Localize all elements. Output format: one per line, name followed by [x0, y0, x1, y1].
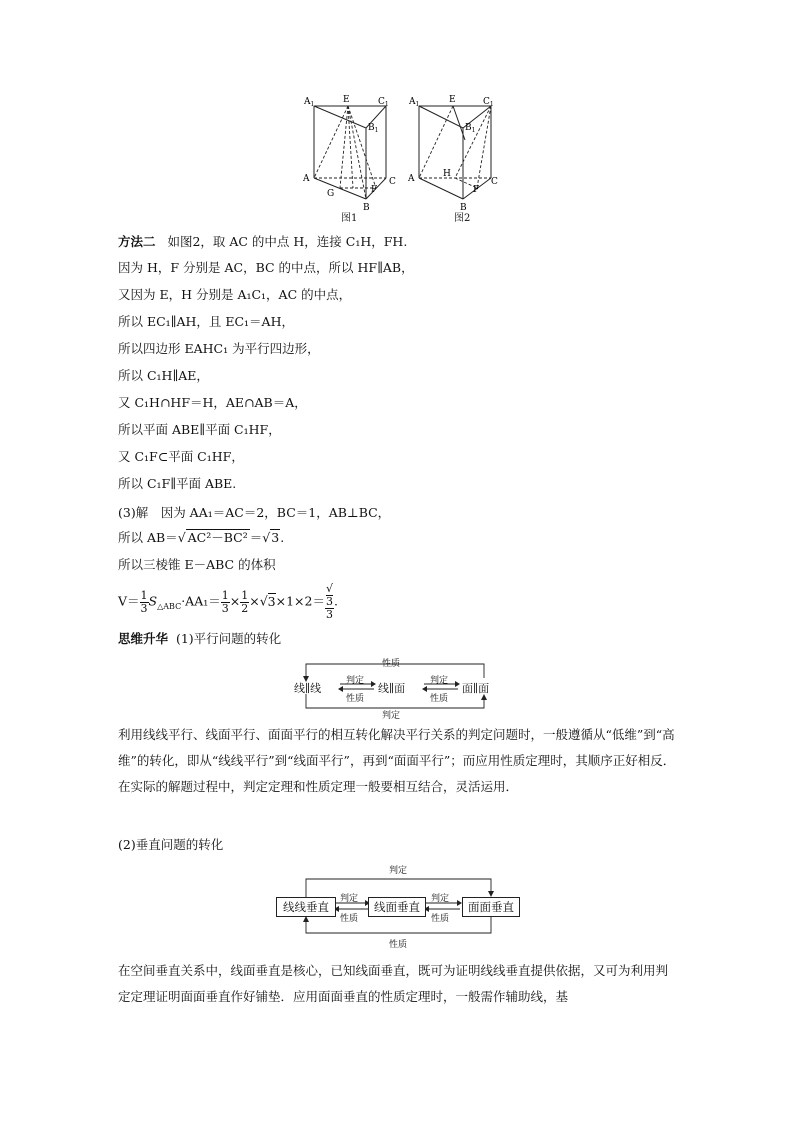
summary-paragraph-1: 利用线线平行、线面平行、面面平行的相互转化解决平行关系的判定问题时，一般遵循从“低维”到“高维”的转化，即从“线线平行”到“线面平行”，再到“面面平行”；而应用性质定理时，其顺序正好相反．在实际的解题过程中，判定定理和性质定理一般要相互结合，灵活运用．: [118, 727, 676, 794]
fig1-label-c: C: [389, 177, 396, 187]
fig2-label-h: H: [443, 169, 451, 179]
diag1-bottom-label: 判定: [382, 711, 401, 721]
diag2-node-2: 线面垂直: [368, 897, 426, 917]
summary-item2-title: (2)垂直问题的转化: [118, 837, 224, 852]
fig1-label-a: A: [303, 174, 310, 184]
part3-line-3: 所以三棱锥 E－ABC 的体积: [118, 557, 276, 572]
fig1-label-b: B: [363, 203, 370, 213]
fig1-label-e: E: [343, 95, 350, 105]
diag2-bottom-label: 性质: [389, 940, 408, 950]
diag2-node-3: 面面垂直: [462, 897, 520, 917]
method2-line-2: 又因为 E，H 分别是 A₁C₁，AC 的中点，: [118, 287, 352, 302]
fig1-label-a1: $A_1$: [304, 97, 315, 108]
figure-1-caption: 图1: [341, 213, 358, 224]
fig2-label-f: F: [473, 185, 480, 195]
method2-line-0: [118, 234, 407, 250]
fraction-1-3: $\frac{1}{3}$: [140, 588, 148, 615]
fig2-label-a: A: [408, 174, 415, 184]
diag1-node-3: 面∥面: [462, 682, 490, 695]
part3-line-1: (3)解 因为 AA₁＝AC＝2，BC＝1，AB⊥BC，: [118, 505, 391, 520]
volume-formula: V＝ $\frac{1}{3}$ $S_{\triangle ABC}\cdot AA_1=$ $\frac{1}{3}$ × $\frac{1}{2}$ ×√3×1×2＝ √ 3 3 .: [118, 582, 338, 621]
fig1-label-b1: $B_1$: [368, 123, 379, 134]
figure-2-caption: 图2: [454, 213, 471, 224]
summary-paragraph-2: 在空间垂直关系中，线面垂直是核心，已知线面垂直，既可为证明线线垂直提供依据，又可为利用判定定理证明面面垂直作好铺垫．应用面面垂直的性质定理时，一般需作辅助线，基: [118, 963, 669, 1004]
fig2-label-c: C: [491, 177, 498, 187]
diag1-top-label: 性质: [382, 659, 401, 669]
fig2-label-b1: $B_1$: [465, 123, 476, 134]
fig1-label-f: F: [371, 185, 378, 195]
diag2-node-1: 线线垂直: [276, 897, 336, 917]
diag1-node-2: 线∥面: [378, 682, 406, 695]
figure-2-prism: [405, 92, 505, 222]
method2-line-9: 所以 C₁F∥平面 ABE.: [118, 476, 237, 491]
figure-1-prism: [300, 92, 400, 222]
method2-text-0: 如图2，取 AC 的中点 H，连接 C₁H，FH.: [167, 234, 408, 249]
diag2-top-label: 判定: [389, 866, 408, 876]
fig1-label-c1: $C_1$: [378, 97, 389, 108]
method2-line-5: 所以 C₁H∥AE，: [118, 368, 209, 383]
method2-line-1: 因为 H，F 分别是 AC，BC 的中点，所以 HF∥AB，: [118, 260, 414, 275]
fig2-label-e: E: [449, 95, 456, 105]
summary-heading-line: [118, 631, 281, 647]
summary-heading: 思维升华: [118, 631, 169, 646]
sqrt-radicand: AC²－BC²: [187, 530, 248, 545]
method2-line-3: 所以 EC₁∥AH，且 EC₁＝AH，: [118, 314, 294, 329]
summary-item1-title: (1)平行问题的转化: [175, 631, 282, 646]
method2-line-8: 又 C₁F⊂平面 C₁HF，: [118, 449, 244, 464]
method2-line-4: 所以四边形 EAHC₁ 为平行四边形，: [118, 341, 320, 356]
method2-heading: 方法二: [118, 234, 156, 249]
part3-line-2: 所以 AB＝√ AC²－BC² ＝√3.: [118, 530, 285, 545]
fig2-label-c1: $C_1$: [483, 97, 494, 108]
fig1-label-g: G: [327, 189, 335, 199]
diag1-node-1: 线∥线: [294, 682, 322, 695]
method2-line-6: 又 C₁H∩HF＝H，AE∩AB＝A，: [118, 395, 307, 410]
fig2-label-a1: $A_1$: [409, 97, 420, 108]
method2-line-7: 所以平面 ABE∥平面 C₁HF，: [118, 422, 281, 437]
perpendicular-diagram: 判定 线线垂直 线面垂直 面面垂直 判定 性质 判定 性质 性质: [276, 863, 520, 949]
parallel-diagram: 性质 线∥线 线∥面 面∥面 判定 性质 判定 性质 判定: [294, 656, 498, 718]
fig2-label-b: B: [460, 203, 467, 213]
